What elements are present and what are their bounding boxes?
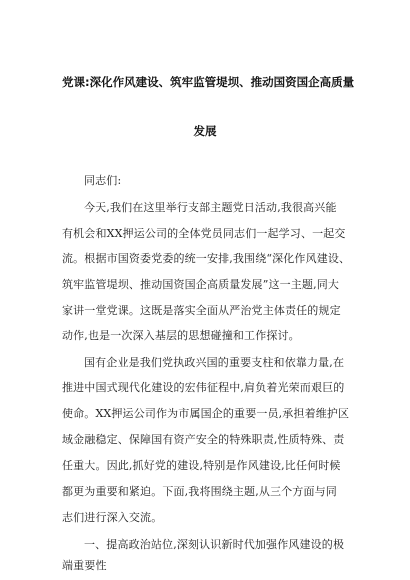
paragraph-line: 志们进行深入交流。	[62, 511, 163, 524]
section-heading-line: 端重要性	[62, 559, 107, 572]
paragraph-line: 流。根据市国资委党委的统一安排,我围绕“深化作风建设、	[62, 252, 351, 265]
paragraph-line: 国有企业是我们党执政兴国的重要支柱和依靠力量,在	[84, 356, 345, 369]
document-title-line-1: 党课:深化作风建设、筑牢监管堤坝、推动国资国企高质量	[62, 75, 355, 89]
paragraph-line: 动作,也是一次深入基层的思想碰撞和工作探讨。	[62, 329, 300, 342]
paragraph-line: 使命。XX押运公司作为市属国企的重要一员,承担着维护区	[62, 407, 350, 420]
paragraph-line: 家讲一堂党课。这既是落实全面从严治党主体责任的规定	[62, 304, 341, 317]
paragraph-line: 今天,我们在这里举行支部主题党日活动,我很高兴能	[84, 201, 337, 214]
paragraph-line: 筑牢监管堤坝、推动国资国企高质量发展”这一主题,同大	[62, 278, 340, 291]
paragraph-line: 有机会和XX押运公司的全体党员同志们一起学习、一起交	[62, 227, 346, 240]
paragraph-line: 域金融稳定、保障国有资产安全的特殊职责,性质特殊、责	[62, 433, 345, 446]
section-heading-line: 一、提高政治站位,深刻认识新时代加强作风建设的极	[84, 538, 345, 551]
paragraph-line: 推进中国式现代化建设的宏伟征程中,肩负着光荣而艰巨的	[62, 381, 345, 394]
salutation: 同志们:	[84, 174, 122, 187]
paragraph-line: 任重大。因此,抓好党的建设,特别是作风建设,比任何时候	[62, 459, 341, 472]
paragraph-line: 都更为重要和紧迫。下面,我将围绕主题,从三个方面与同	[62, 485, 337, 498]
document-title-line-2: 发展	[193, 124, 217, 138]
